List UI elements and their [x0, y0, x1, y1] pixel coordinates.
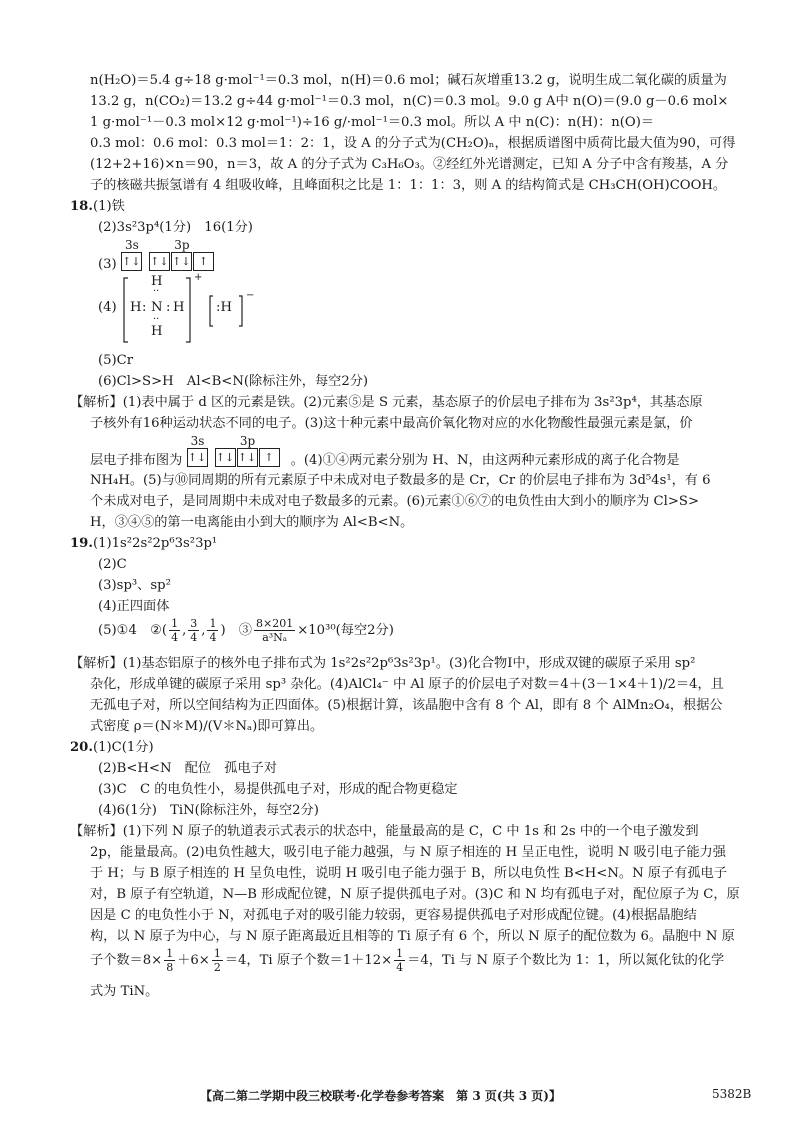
fraction-numerator: 8×201 [256, 617, 294, 630]
orbital-3p [149, 238, 215, 271]
fraction-denominator: 4 [209, 631, 217, 644]
orbital-box: ↑↓ [171, 252, 192, 271]
q18-answer-4 [70, 272, 730, 350]
orbital-3s [187, 434, 209, 467]
orbital-box: ↑↓ [237, 448, 258, 467]
fraction [254, 617, 295, 644]
q19-number: 19. [70, 536, 93, 551]
orbital-box: ↑ [259, 448, 280, 467]
fraction [207, 617, 218, 644]
orbital-3s-label: 3s [124, 238, 139, 252]
fraction-numerator: 3 [190, 617, 198, 630]
fraction-denominator: 2 [213, 961, 221, 974]
lewis-n: N [151, 300, 163, 315]
q19-answer-5: (5)①4 ②( $\frac{1}{4}$ , $\frac{3}{4}$ , $\frac{1}{4}$ ) ③ $\frac{8\times 201}{\text{a³Nₐ}}$ ×10³⁰(每空2分) [98, 617, 394, 644]
lewis-dots: : [142, 300, 147, 315]
fraction-numerator: 1 [209, 617, 217, 630]
intro-line: n(H₂O)＝5.4 g÷18 g·mol⁻¹＝0.3 mol，n(H)＝0.6 mol；碱石灰增重13.2 g，说明生成二氧化碳的质量为 [90, 73, 727, 88]
q19-explanation: 式密度 ρ＝(N＊M)/(V＊Nₐ)即可算出。 [90, 719, 324, 734]
q19-explanation: 【解析】(1)基态铝原子的核外电子排布式为 1s²2s²2p⁶3s²3p¹。(3)化合物Ⅰ中，形成双键的碳原子采用 sp² [70, 656, 696, 671]
lewis-h-right: H [173, 300, 185, 315]
q20-number: 20. [70, 740, 93, 755]
orbital-box: ↑↓ [215, 448, 236, 467]
fraction-numerator: 1 [396, 947, 404, 960]
q18-answer-3 [70, 238, 730, 272]
q20-explanation: 因是 C 的电负性小于 N，对孤电子对的吸引能力较弱，更容易提供孤电子对形成配位键。(4)根据晶胞结 [90, 908, 697, 923]
orbital-3p-label: 3p [174, 238, 190, 252]
intro-line: 子的核磁共振氢谱有 4 组吸收峰，且峰面积之比是 1：1：1：3，则 A 的结构简式是 CH₃CH(OH)COOH。 [90, 178, 727, 193]
document-code: 5382B [712, 1087, 752, 1101]
q18-explanation: 个未成对电子，是同周期中未成对电子数最多的元素。(6)元素①⑥⑦的电负性由大到小的顺序为 Cl>S> [90, 494, 699, 509]
lewis-hydride: :H [216, 300, 232, 315]
q20-explanation-fraction-line [90, 947, 730, 981]
q20-explanation: 式为 TiN。 [90, 984, 159, 999]
lewis-charge-minus: − [246, 290, 255, 301]
q18-explanation-text: 。(4)①④两元素分别为 H、N，由这两种元素形成的离子化合物是 [290, 453, 680, 468]
q20-explanation: 2p，能量最高。(2)电负性越大，吸引电子能力越强，与 N 原子相连的 H 呈正电性，说明 N 吸引电子能力强 [90, 845, 726, 860]
q18-number: 18. [70, 199, 93, 214]
q19-answer-5-text: (5)①4 ②( [98, 623, 168, 638]
orbital-box: ↑↓ [149, 252, 170, 271]
orbital-3p [215, 434, 281, 467]
q20-explanation: 对，B 原子有空轨道，N—B 形成配位键，N 原子提供孤电子对。(3)C 和 N 均有孤电子对，配位原子为 C，原 [90, 887, 740, 902]
question-18 [70, 196, 730, 533]
page-footer: 【高二第二学期中段三校联考·化学卷参考答案 第 3 页(共 3 页)】 [200, 1089, 561, 1103]
fraction-numerator: 1 [171, 617, 179, 630]
orbital-3s-label: 3s [190, 434, 205, 448]
answer-page [70, 70, 740, 1002]
orbital-3s [121, 238, 143, 271]
fraction [394, 947, 405, 974]
q18-explanation-orbital-line [90, 434, 730, 470]
fraction-numerator: 1 [213, 947, 221, 960]
q20-answer-1: (1)C(1分) [92, 740, 154, 755]
q19-answer-5-text: ) ③ [220, 623, 252, 638]
lewis-h-top: H [151, 274, 163, 289]
q20-answer-4: (4)6(1分) TiN(除标注外，每空2分) [98, 803, 319, 818]
lewis-h-bottom: H [151, 324, 163, 339]
orbital-3p-label: 3p [239, 434, 256, 448]
q18-explanation: 子核外有16种运动状态不同的电子。(3)这十种元素中最高价氧化物对应的水化物酸性最强元素是氯，价 [90, 416, 693, 431]
q20-explanation-text: ＋6× [177, 953, 210, 968]
q18-answer-2: (2)3s²3p⁴(1分) 16(1分) [98, 220, 253, 235]
q19-explanation: 杂化，形成单键的碳原子采用 sp³ 杂化。(4)AlCl₄⁻ 中 Al 原子的价层电子对数＝4＋(3－1×4＋1)/2＝4，且 [90, 677, 724, 692]
q20-explanation-text: ＝4，Ti 原子个数＝1＋12× [224, 953, 393, 968]
fraction-denominator: 4 [190, 631, 198, 644]
q20-answer-3: (3)C C 的电负性小，易提供孤电子对，形成的配合物更稳定 [98, 782, 458, 797]
q19-answer-2: (2)C [98, 557, 127, 572]
q20-answer-2: (2)B<H<N 配位 孤电子对 [98, 761, 278, 776]
q18-answer-6: (6)Cl>S>H Al<B<N(除标注外，每空2分) [98, 374, 369, 389]
q20-explanation-text: 子个数＝8× [90, 953, 163, 968]
fraction [212, 947, 223, 974]
lewis-dots: ·· [153, 286, 160, 297]
q18-answer-3-label: (3) [98, 257, 117, 272]
fraction [188, 617, 199, 644]
q20-explanation: 构，以 N 原子为中心，与 N 原子距离最近且相等的 Ti 原子有 6 个，所以 N 原子的配位数为 6。晶胞中 N 原 [90, 929, 735, 944]
intro-line: (12+2+16)×n＝90，n＝3，故 A 的分子式为 C₃H₆O₃。②经红外光谱测定，已知 A 分子中含有羧基，A 分 [90, 157, 729, 172]
question-20 [70, 737, 740, 1002]
q18-explanation: NH₄H。(5)与⑩同周期的所有元素原子中未成对电子数最多的是 Cr，Cr 的价层电子排布为 3d⁵4s¹，有 6 [90, 473, 711, 488]
intro-line: 0.3 mol：0.6 mol：0.3 mol＝1：2：1，设 A 的分子式为(CH₂O)ₙ，根据质谱图中质荷比最大值为90，可得 [90, 136, 736, 151]
orbital-box: ↑ [193, 252, 214, 271]
q19-answer-5-text: ×10³⁰(每空2分) [297, 623, 394, 638]
orbital-box: ↑↓ [187, 448, 208, 467]
q19-explanation: 无孤电子对，所以空间结构为正四面体。(5)根据计算，该晶胞中含有 8 个 Al，即有 8 个 AlMn₂O₄，根据公 [90, 698, 723, 713]
q20-explanation: 于 H；与 B 原子相连的 H 呈负电性，说明 H 吸引电子能力强于 B，所以电负性 B<H<N。N 原子有孤电子 [90, 866, 727, 881]
q19-answer-1: (1)1s²2s²2p⁶3s²3p¹ [92, 536, 218, 551]
intro-line: 13.2 g，n(CO₂)＝13.2 g÷44 g·mol⁻¹＝0.3 mol，n(C)＝0.3 mol。9.0 g A中 n(O)＝(9.0 g－0.6 mol× [90, 94, 729, 109]
fraction [164, 947, 175, 974]
fraction-denominator: 8 [166, 961, 174, 974]
lewis-dots: ·· [153, 314, 160, 325]
fraction-denominator: 4 [171, 631, 179, 644]
q18-answer-4-label: (4) [98, 300, 117, 315]
lewis-dots: : [166, 300, 171, 315]
fraction-numerator: 1 [166, 947, 174, 960]
fraction-denominator: 4 [396, 961, 404, 974]
intro-line: 1 g·mol⁻¹－0.3 mol×12 g·mol⁻¹)÷16 g/·mol⁻¹＝0.3 mol。所以 A 中 n(C)：n(H)：n(O)＝ [90, 115, 655, 130]
fraction-denominator: a³Nₐ [262, 631, 288, 644]
q20-explanation: 【解析】(1)下列 N 原子的轨道表示式表示的状态中，能量最高的是 C，C 中 1s 和 2s 中的一个电子激发到 [70, 824, 699, 839]
intro-block [90, 70, 736, 196]
lewis-charge-plus: + [194, 272, 203, 283]
question-19 [70, 533, 730, 737]
q18-answer-5: (5)Cr [98, 353, 134, 368]
q20-explanation-text: ＝4，Ti 与 N 原子个数比为 1：1，所以氮化钛的化学 [407, 953, 725, 968]
q18-explanation: H，③④⑤的第一电离能由小到大的顺序为 Al<B<N。 [90, 515, 414, 530]
q18-explanation-text: 层电子排布图为 [90, 453, 183, 468]
fraction [169, 617, 180, 644]
orbital-box: ↑↓ [121, 252, 142, 271]
q18-answer-1: (1)铁 [92, 199, 125, 214]
lewis-h-left: H [130, 300, 142, 315]
q19-answer-3: (3)sp³、sp² [98, 578, 171, 593]
q19-answer-4: (4)正四面体 [98, 599, 170, 614]
q18-explanation: 【解析】(1)表中属于 d 区的元素是铁。(2)元素⑤是 S 元素，基态原子的价层电子排布为 3s²3p⁴，其基态原 [70, 395, 703, 410]
